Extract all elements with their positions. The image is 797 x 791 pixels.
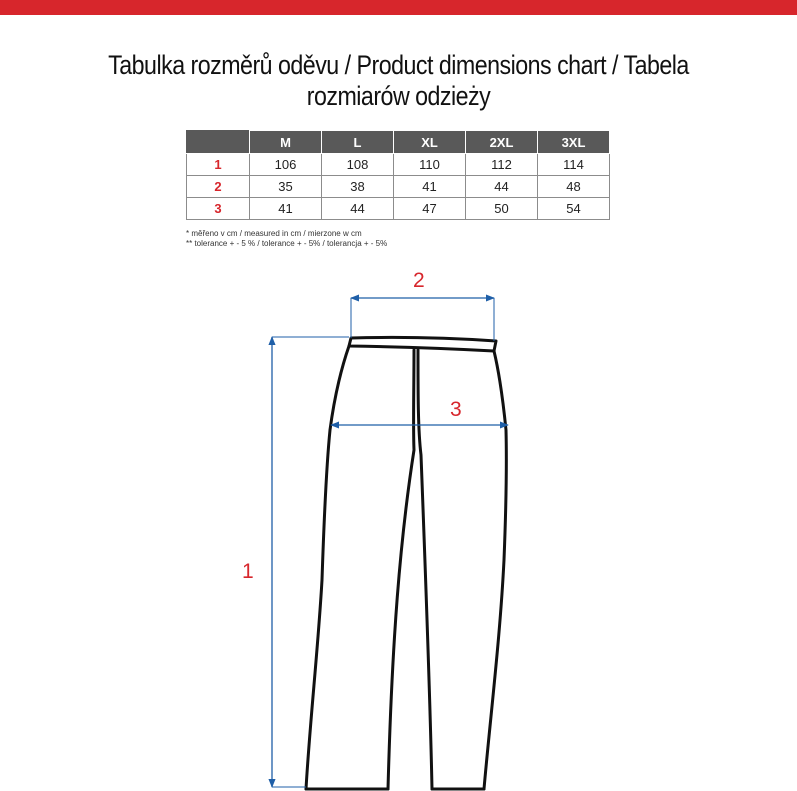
dimension-2-line bbox=[351, 298, 494, 341]
table-cell: 108 bbox=[322, 154, 394, 176]
table-cell: 35 bbox=[250, 176, 322, 198]
measured-note: * měřeno v cm / measured in cm / mierzone w cm bbox=[186, 229, 362, 238]
table-cell: 44 bbox=[322, 198, 394, 220]
table-cell: 112 bbox=[466, 154, 538, 176]
table-cell: 47 bbox=[394, 198, 466, 220]
column-header: 2XL bbox=[466, 131, 538, 154]
table-cell: 41 bbox=[394, 176, 466, 198]
page-title: Tabulka rozměrů oděvu / Product dimensions chart / Tabela rozmiarów odzieży bbox=[108, 50, 689, 111]
table-cell: 48 bbox=[538, 176, 610, 198]
waistband bbox=[349, 337, 496, 351]
right-inner-seam bbox=[418, 350, 432, 789]
table-cell: 38 bbox=[322, 176, 394, 198]
row-label: 3 bbox=[187, 198, 250, 220]
dimension-label-1: 1 bbox=[242, 560, 254, 583]
left-outer-seam bbox=[306, 346, 349, 789]
table-cell: 114 bbox=[538, 154, 610, 176]
table-cell: 41 bbox=[250, 198, 322, 220]
row-label: 2 bbox=[187, 176, 250, 198]
row-label: 1 bbox=[187, 154, 250, 176]
dimension-label-2: 2 bbox=[413, 269, 425, 292]
dimension-label-3: 3 bbox=[450, 398, 462, 421]
column-header: 3XL bbox=[538, 131, 610, 154]
table-cell: 106 bbox=[250, 154, 322, 176]
table-cell: 44 bbox=[466, 176, 538, 198]
left-inner-seam bbox=[388, 350, 414, 789]
table-cell: 54 bbox=[538, 198, 610, 220]
tolerance-note: ** tolerance + - 5 % / tolerance + - 5% / tolerancja + - 5% bbox=[186, 239, 388, 248]
trousers-outline bbox=[306, 337, 506, 789]
column-header: M bbox=[250, 131, 322, 154]
table-cell: 50 bbox=[466, 198, 538, 220]
column-header: L bbox=[322, 131, 394, 154]
column-header: XL bbox=[394, 131, 466, 154]
right-outer-seam bbox=[484, 351, 506, 789]
table-cell: 110 bbox=[394, 154, 466, 176]
